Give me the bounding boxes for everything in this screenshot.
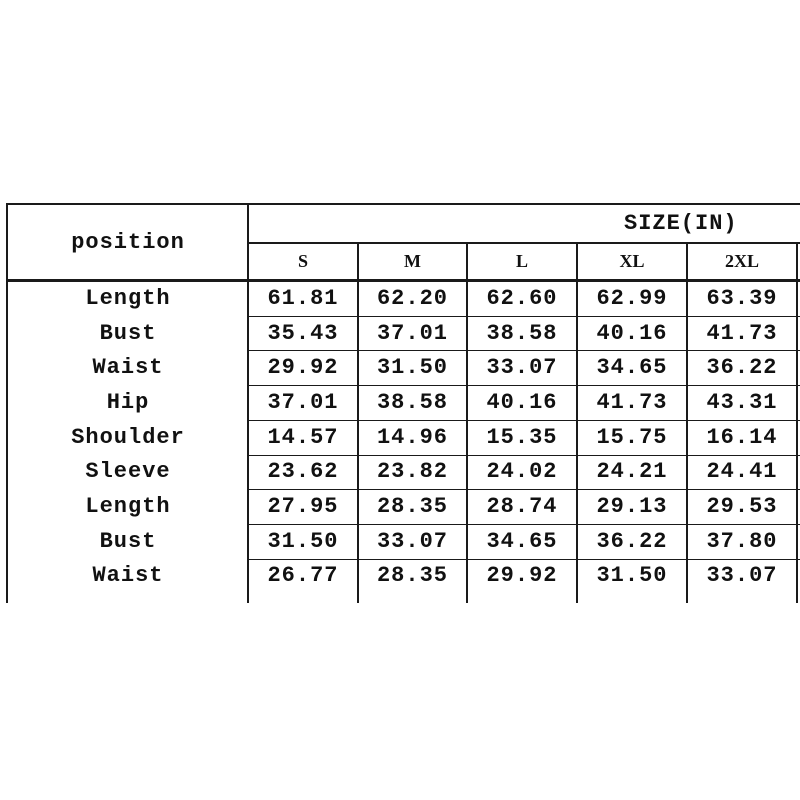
measurement-value: 16.14 [706,424,778,450]
measurement-value: 41.73 [706,320,778,346]
measurement-value: 38.58 [486,320,558,346]
row-label: Bust [99,528,157,554]
size-column-header: XL [619,250,645,271]
measurement-value: 34.65 [596,355,668,381]
measurement-value: 24.41 [706,459,778,485]
measurement-value: 29.92 [267,355,339,381]
size-column-header: S [297,250,308,271]
row-label: Length [85,285,171,311]
measurement-value: 36.22 [596,528,668,554]
measurement-value: 37.01 [376,320,448,346]
size-unit-header: SIZE(IN) [624,210,738,236]
measurement-value: 14.57 [267,424,339,450]
row-label: Waist [92,563,164,589]
measurement-value: 29.53 [706,494,778,520]
measurement-value: 29.13 [596,494,668,520]
measurement-value: 41.73 [596,389,668,415]
measurement-value: 26.77 [267,563,339,589]
measurement-value: 28.74 [486,494,558,520]
measurement-value: 62.99 [596,285,668,311]
measurement-value: 40.16 [596,320,668,346]
measurement-value: 31.50 [267,528,339,554]
row-label: Shoulder [71,424,185,450]
measurement-value: 62.20 [376,285,448,311]
measurement-value: 33.07 [376,528,448,554]
measurement-value: 15.35 [486,424,558,450]
measurement-value: 23.62 [267,459,339,485]
measurement-value: 14.96 [376,424,448,450]
measurement-value: 37.80 [706,528,778,554]
table-top-border [8,203,800,205]
measurement-value: 33.07 [486,355,558,381]
position-header: position [71,229,185,255]
measurement-value: 24.21 [596,459,668,485]
size-column-header: 2XL [724,250,759,271]
size-column-header: M [404,250,421,271]
measurement-value: 33.07 [706,563,778,589]
measurement-value: 15.75 [596,424,668,450]
measurement-value: 31.50 [376,355,448,381]
measurement-value: 28.35 [376,563,448,589]
measurement-value: 37.01 [267,389,339,415]
measurement-value: 28.35 [376,494,448,520]
row-label: Sleeve [85,459,171,485]
measurement-value: 27.95 [267,494,339,520]
measurement-value: 43.31 [706,389,778,415]
row-label: Waist [92,355,164,381]
measurement-value: 34.65 [486,528,558,554]
measurement-value: 23.82 [376,459,448,485]
measurement-value: 31.50 [596,563,668,589]
size-column-header: L [515,250,528,271]
measurement-value: 35.43 [267,320,339,346]
measurement-value: 63.39 [706,285,778,311]
measurement-value: 36.22 [706,355,778,381]
row-label: Length [85,494,171,520]
measurement-value: 62.60 [486,285,558,311]
measurement-value: 61.81 [267,285,339,311]
measurement-value: 29.92 [486,563,558,589]
measurement-value: 40.16 [486,389,558,415]
row-label: Hip [106,389,150,415]
measurement-value: 24.02 [486,459,558,485]
measurement-value: 38.58 [376,389,448,415]
row-label: Bust [99,320,157,346]
